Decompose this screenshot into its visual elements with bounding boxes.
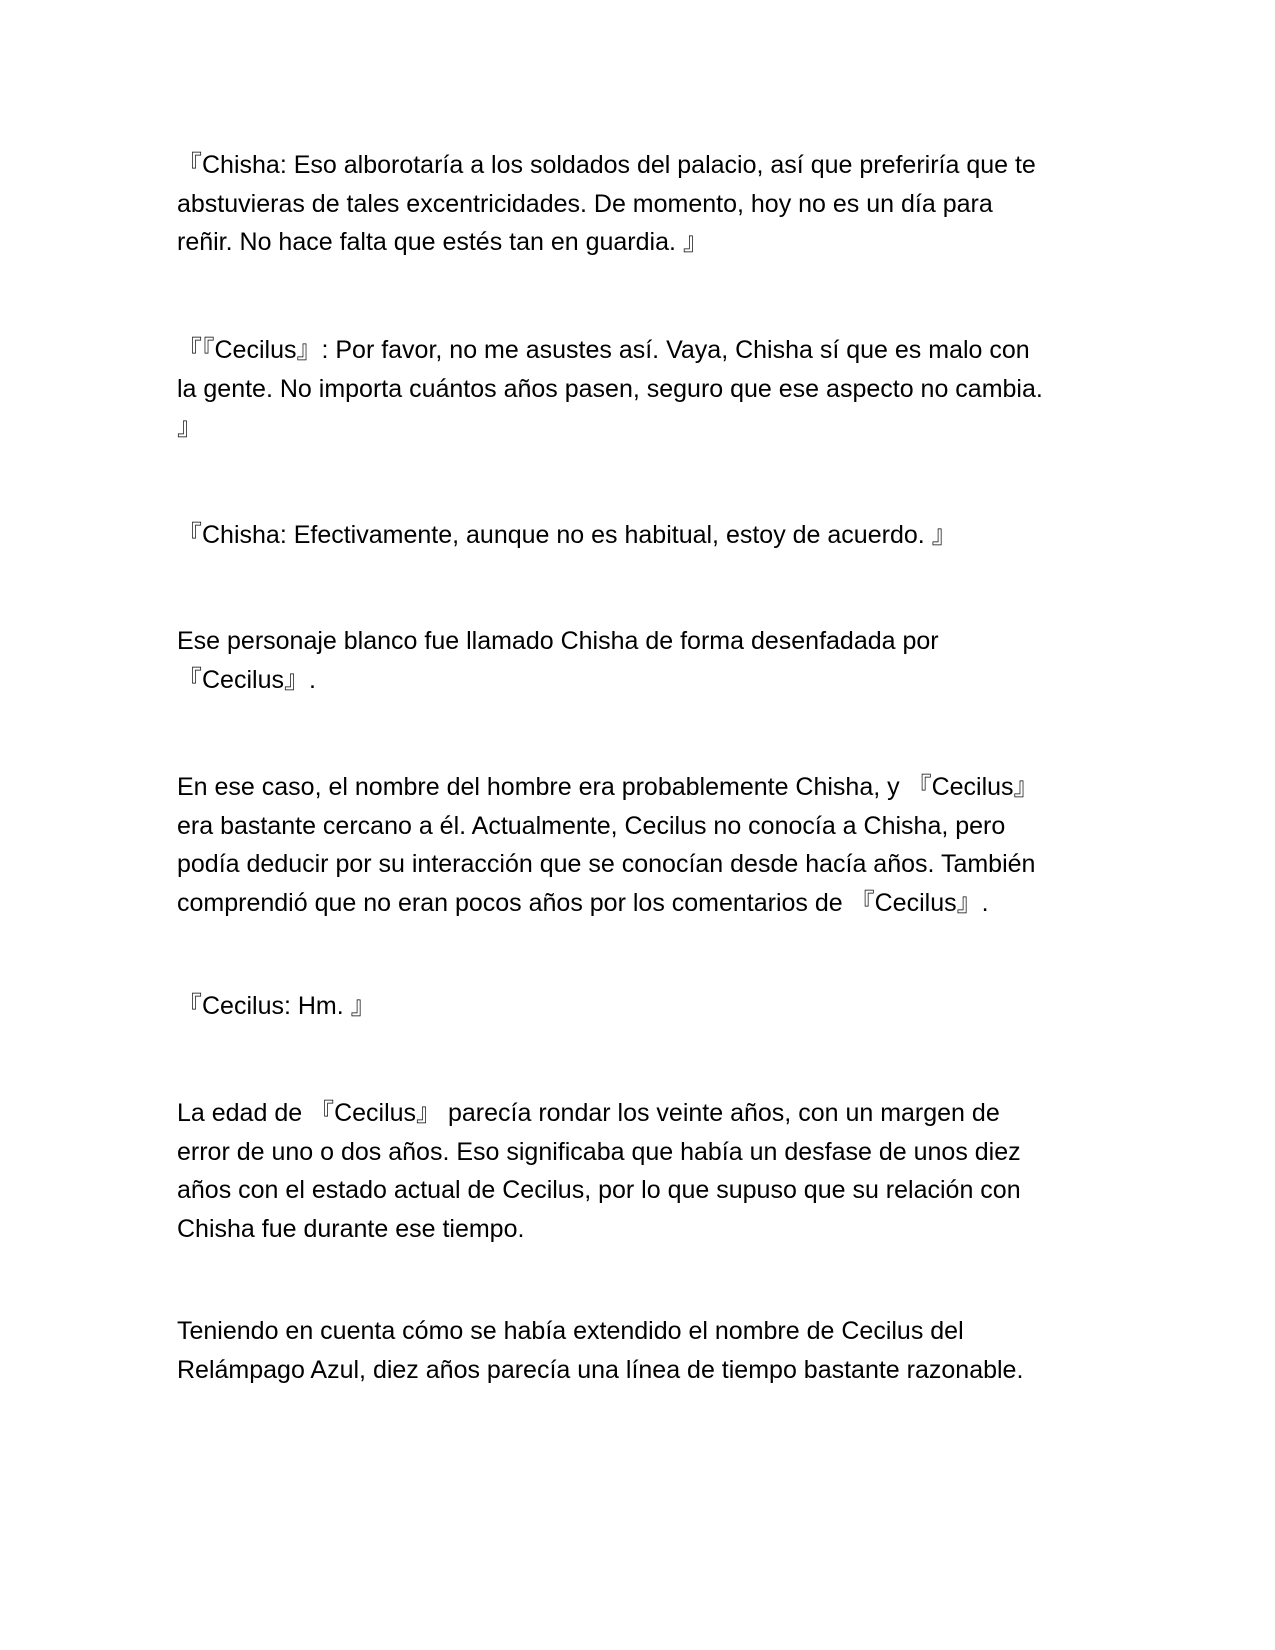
paragraph-narration-3: La edad de 『Cecilus』 parecía rondar los veinte años, con un margen de error de uno o dos años. Eso significaba que había un desfase de unos diez años con el estado actual de Cecilus, por lo que supuso que su relación con Chisha fue durante ese tiempo. [177,1099,1021,1243]
paragraph-narration-4: Teniendo en cuenta cómo se había extendido el nombre de Cecilus del Relámpago Azul, diez años parecía una línea de tiempo bastante razonable. [177,1317,1024,1384]
paragraph-cecilus-dialogue-2: 『Cecilus: Hm. 』 [177,992,376,1020]
paragraph-narration-2: En ese caso, el nombre del hombre era probablemente Chisha, y 『Cecilus』 era bastante cercano a él. Actualmente, Cecilus no conocía a Chisha, pero podía deducir por su interacción que se conocían desde hacía años. También comprendió que no eran pocos años por los comentarios de 『Cecilus』. [177,773,1039,917]
paragraph-chisha-dialogue-2: 『Chisha: Efectivamente, aunque no es habitual, estoy de acuerdo. 』 [177,521,957,549]
paragraph-cecilus-dialogue-1: 『『Cecilus』: Por favor, no me asustes así. Vaya, Chisha sí que es malo con la gente. No importa cuántos años pasen, seguro que ese aspecto no cambia. 』 [177,336,1043,441]
paragraph-narration-1: Ese personaje blanco fue llamado Chisha de forma desenfadada por 『Cecilus』. [177,627,939,694]
paragraph-chisha-dialogue-1: 『Chisha: Eso alborotaría a los soldados del palacio, así que preferiría que te abstuvieras de tales excentricidades. De momento, hoy no es un día para reñir. No hace falta que estés tan en guardia. 』 [177,151,1036,256]
